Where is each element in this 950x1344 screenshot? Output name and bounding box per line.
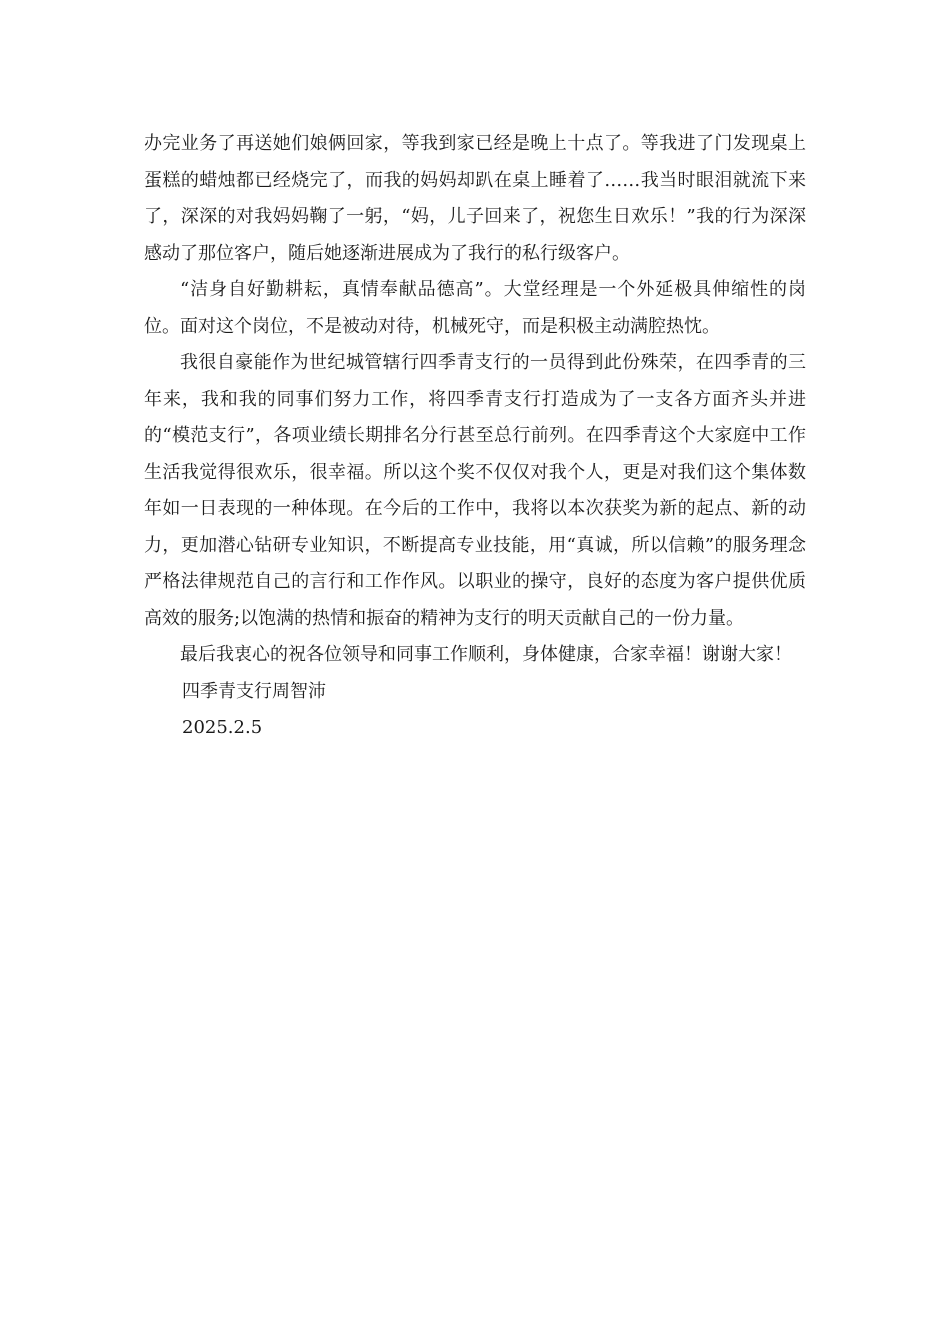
paragraph-4: 最后我衷心的祝各位领导和同事工作顺利，身体健康，合家幸福！谢谢大家！: [180, 644, 792, 665]
document-body: [144, 126, 806, 747]
paragraph-2: “洁身自好勤耕耘，真情奉献品德高”。大堂经理是一个外延极具伸缩性的岗位。面对这个岗位，不是被动对待，机械死守，而是积极主动满腔热忱。: [144, 279, 806, 337]
paragraph-3: 我很自豪能作为世纪城管辖行四季青支行的一员得到此份殊荣，在四季青的三年来，我和我的同事们努力工作，将四季青支行打造成为了一支各方面齐头并进的“模范支行”，各项业绩长期排名分行甚至总行前列。在四季青这个大家庭中工作生活我觉得很欢乐，很幸福。所以这个奖不仅仅对我个人，更是对我们这个集体数年如一日表现的一种体现。在今后的工作中，我将以本次获奖为新的起点、新的动力，更加潜心钻研专业知识，不断提高专业技能，用“真诚，所以信赖”的服务理念严格法律规范自己的言行和工作作风。以职业的操守，良好的态度为客户提供优质高效的服务;以饱满的热情和振奋的精神为支行的明天贡献自己的一份力量。: [144, 352, 806, 629]
document-date: 2025.2.5: [182, 717, 263, 738]
paragraph-1: 办完业务了再送她们娘俩回家，等我到家已经是晚上十点了。等我进了门发现桌上蛋糕的蜡烛都已经烧完了，而我的妈妈却趴在桌上睡着了……我当时眼泪就流下来了，深深的对我妈妈鞠了一躬，“妈，儿子回来了，祝您生日欢乐！”我的行为深深感动了那位客户，随后她逐渐进展成为了我行的私行级客户。: [144, 133, 806, 264]
signature: 四季青支行周智沛: [182, 680, 326, 702]
